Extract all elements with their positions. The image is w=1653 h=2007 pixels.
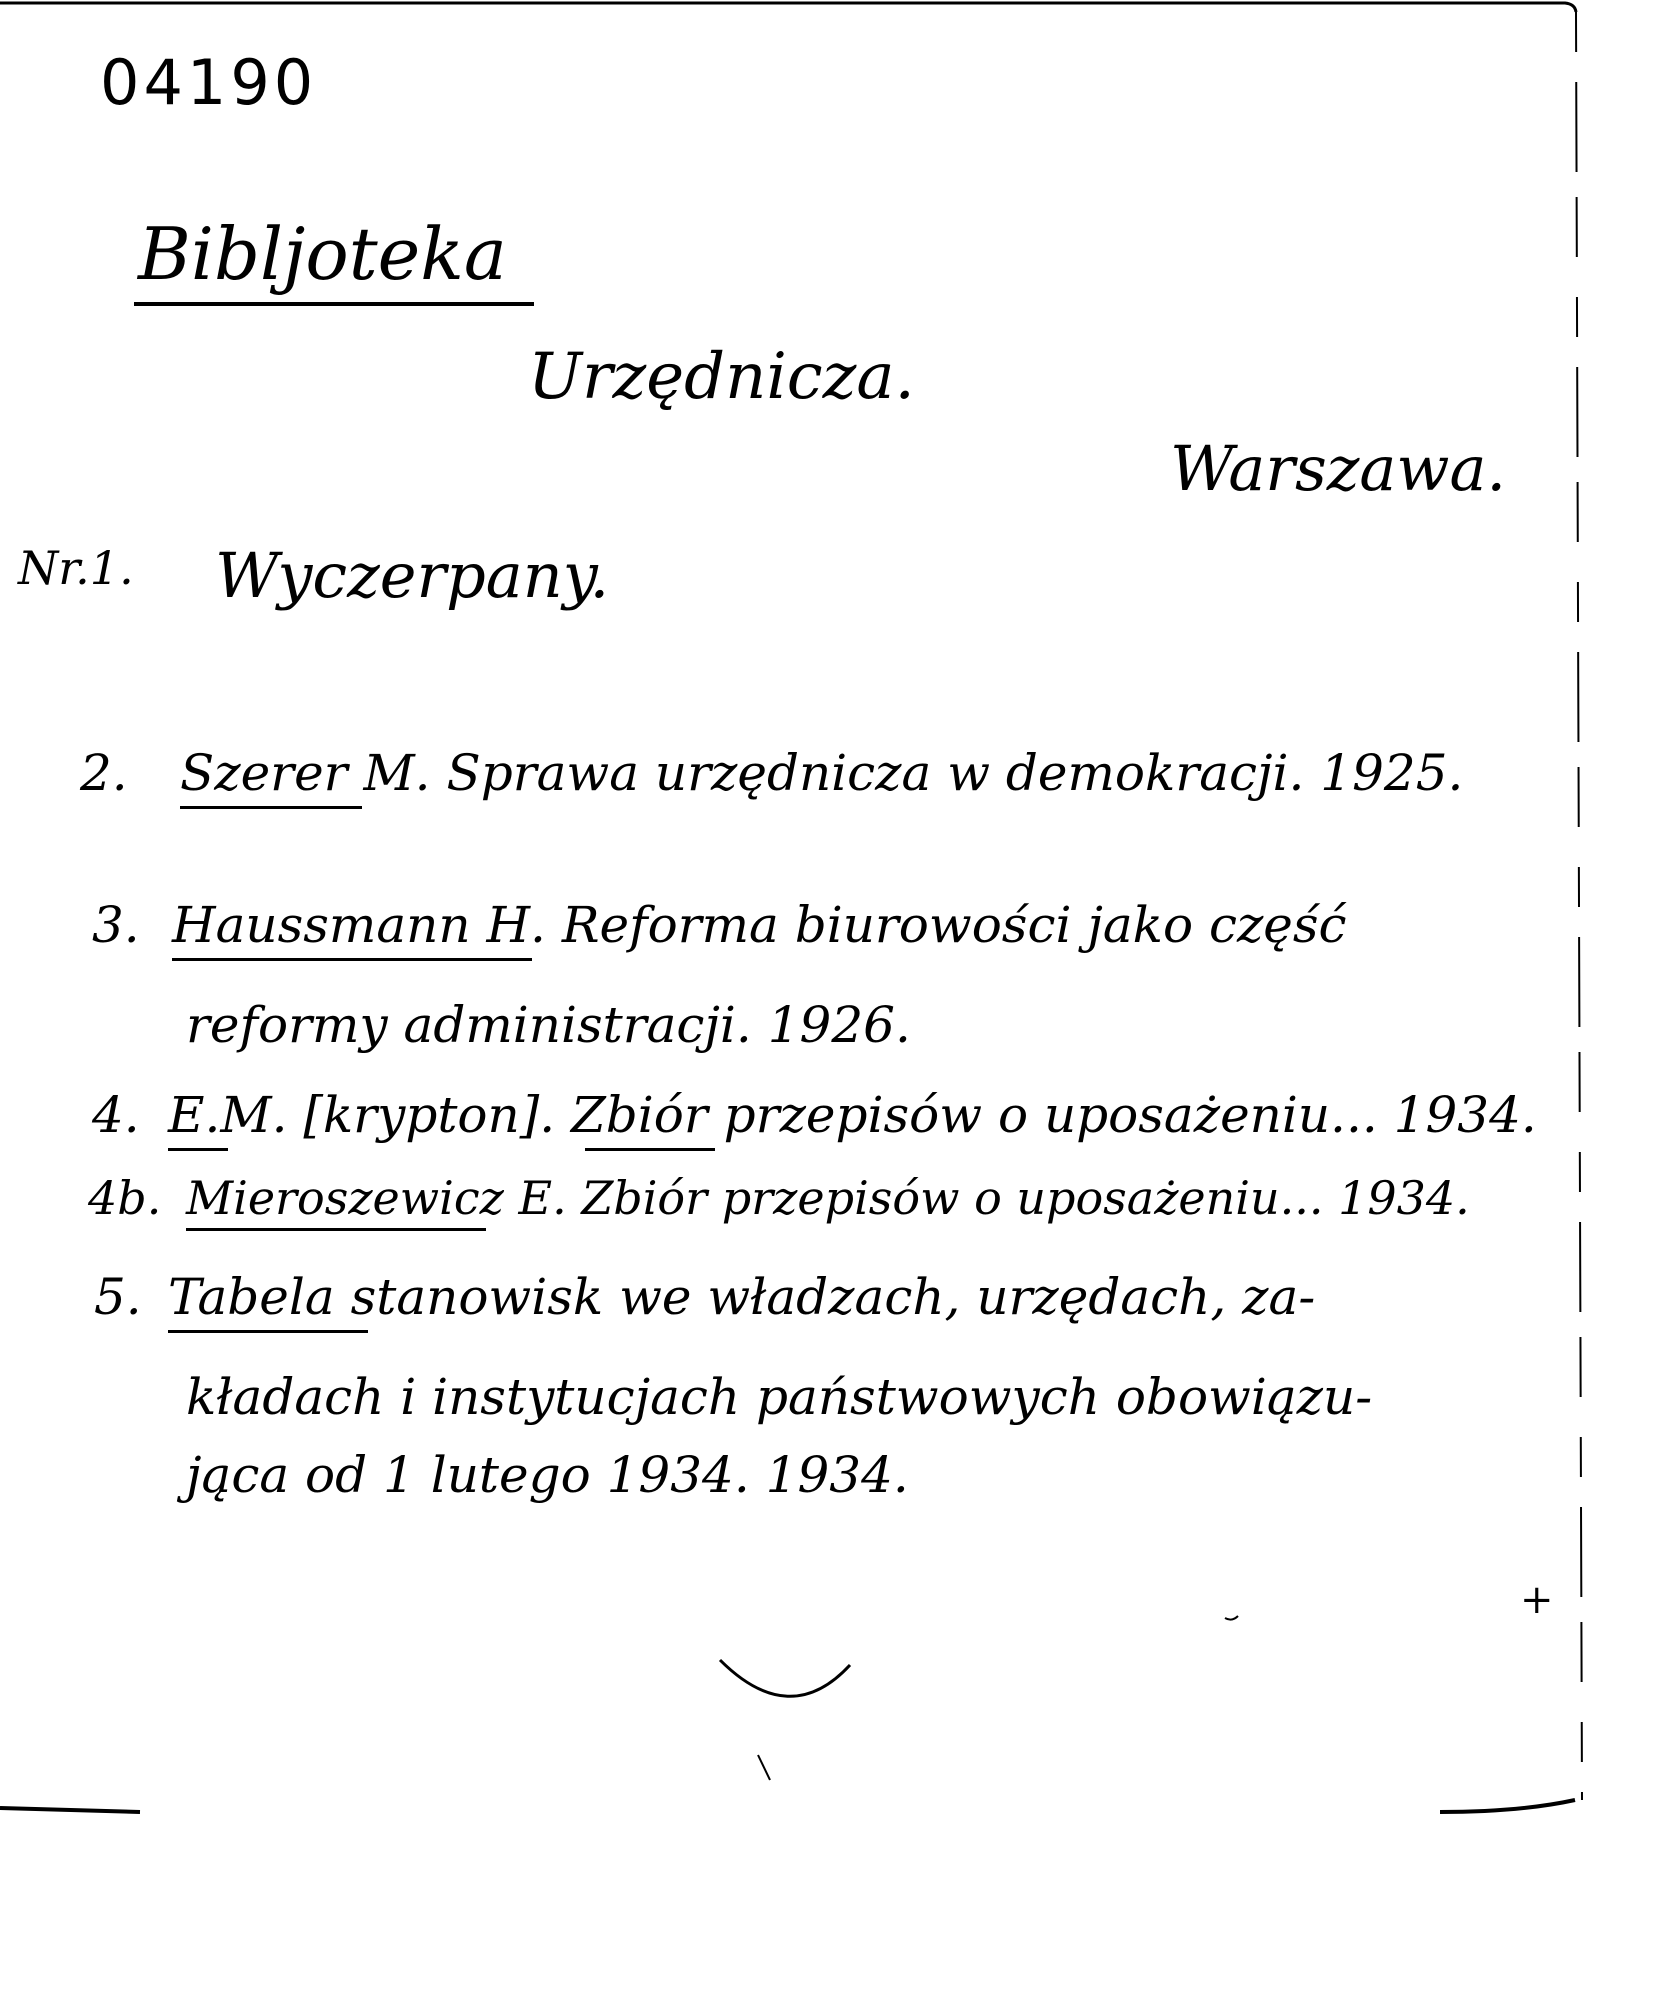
entry-text: E.M. [krypton]. Zbiór przepisów o uposażeniu... 1934. bbox=[168, 1086, 1537, 1144]
reference-number: 04190 bbox=[100, 46, 318, 119]
author-underline bbox=[180, 806, 362, 809]
plus-mark: + bbox=[1520, 1577, 1554, 1623]
entry-text: reformy administracji. 1926. bbox=[186, 996, 911, 1054]
entry-number: 3. bbox=[92, 896, 140, 954]
entry-number: 2. bbox=[80, 744, 128, 802]
arc-mark bbox=[720, 1660, 850, 1696]
entry-number: 5. bbox=[94, 1268, 142, 1326]
entry-text: kładach i instytucjach państwowych obowiązu- bbox=[186, 1368, 1373, 1426]
author-underline bbox=[168, 1148, 228, 1151]
entry-text: Haussmann H. Reforma biurowości jako część bbox=[172, 896, 1347, 954]
heading-underline bbox=[134, 302, 534, 306]
author-underline bbox=[186, 1228, 486, 1231]
entry-text: Szerer M. Sprawa urzędnicza w demokracji. 1925. bbox=[180, 744, 1464, 802]
entry-text: Tabela stanowisk we władzach, urzędach, za- bbox=[168, 1268, 1316, 1326]
author-underline bbox=[168, 1330, 368, 1333]
entry-text: jąca od 1 lutego 1934. 1934. bbox=[186, 1446, 909, 1504]
entry-number: Nr.1. bbox=[18, 541, 134, 595]
entry-text: Wyczerpany. bbox=[215, 539, 610, 612]
card-heading: Bibljoteka bbox=[138, 212, 507, 296]
place-name: Warszawa. bbox=[1170, 432, 1507, 505]
entry-text: Mieroszewicz E. Zbiór przepisów o uposażeniu... 1934. bbox=[186, 1171, 1470, 1225]
entry-number: 4b. bbox=[88, 1171, 162, 1225]
card-subheading: Urzędnicza. bbox=[528, 340, 915, 414]
author-underline bbox=[172, 958, 532, 961]
entry-number: 4. bbox=[92, 1086, 140, 1144]
title-underline bbox=[585, 1148, 715, 1151]
